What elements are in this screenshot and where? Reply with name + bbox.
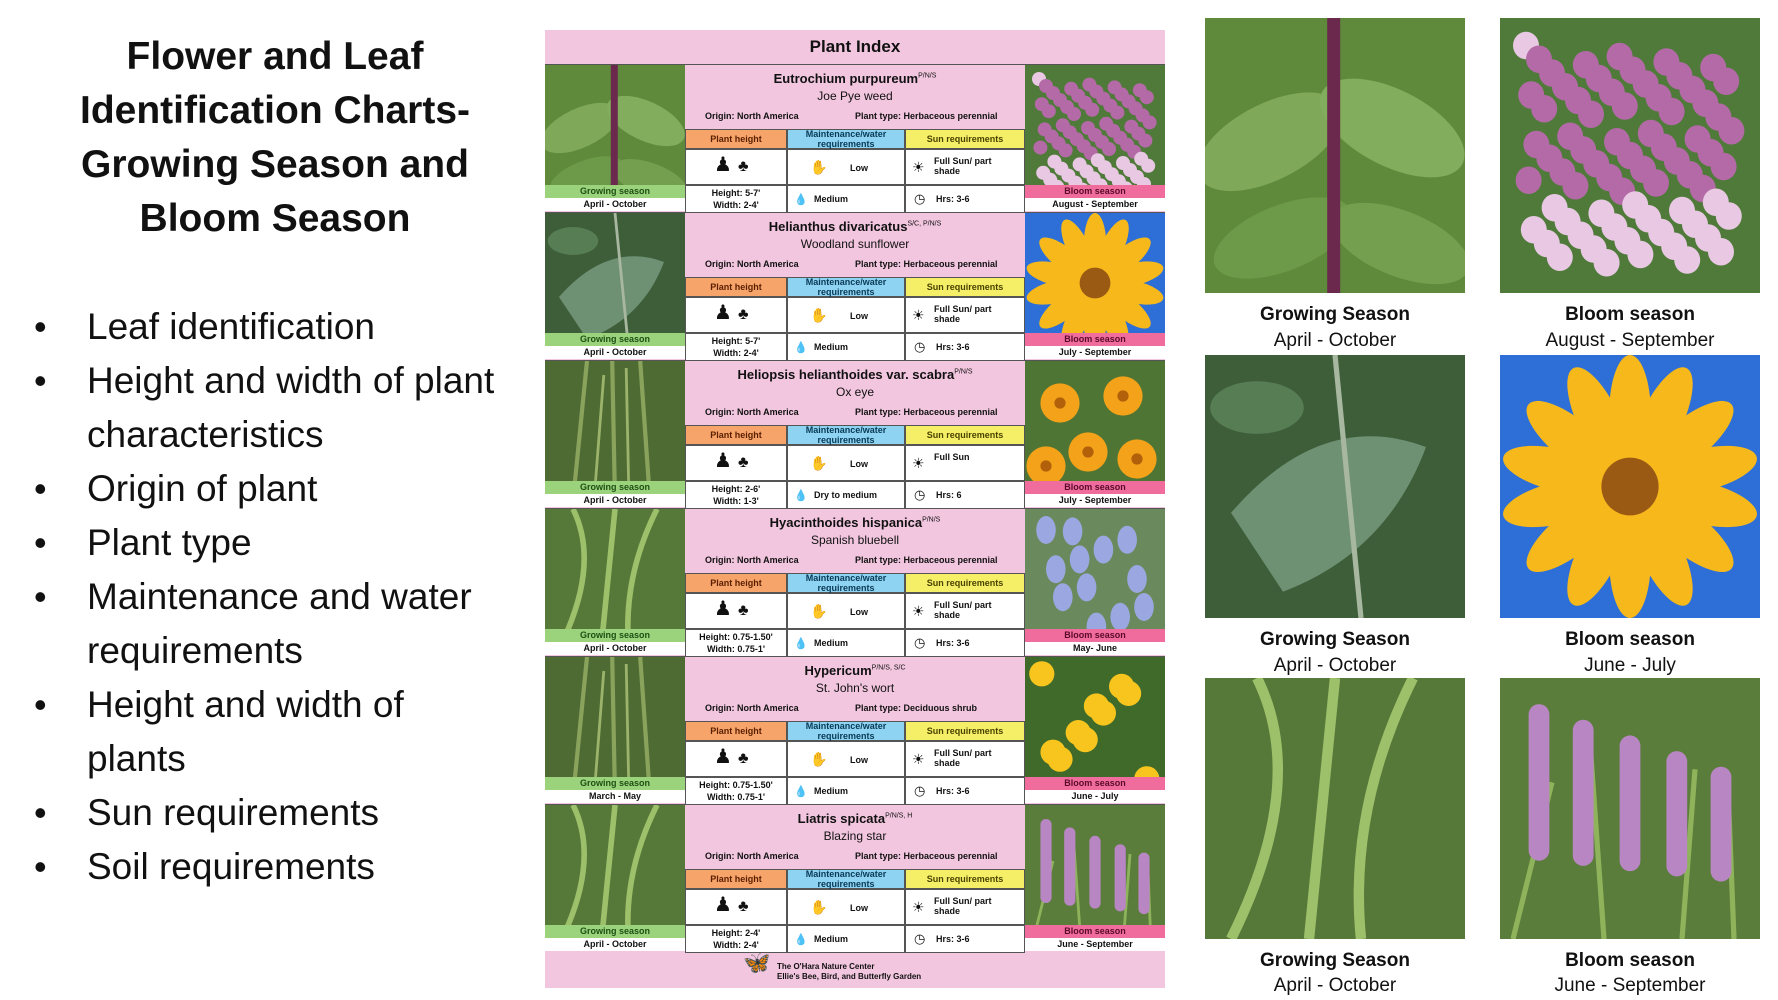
scientific-name <box>685 219 1025 234</box>
bloom-photo <box>1025 213 1165 333</box>
growing-season-label: Growing season <box>545 777 685 790</box>
category-codes: P/N/S <box>922 516 941 524</box>
plant-height-value: Height: 5-7' <box>711 336 761 346</box>
bullet-item: • Sun requirements <box>30 786 500 840</box>
plant-silhouette-icon: ♣ <box>738 454 749 471</box>
maintenance-header: Maintenance/water requirements <box>787 425 905 445</box>
scientific-name-text: Eutrochium purpureum <box>773 71 919 86</box>
bloom-photo <box>1500 678 1760 939</box>
leaf-photo <box>545 509 685 629</box>
water-requirement: Medium <box>814 638 849 648</box>
sun-header: Sun requirements <box>905 869 1025 889</box>
bloom-photo <box>1025 509 1165 629</box>
height-silhouette-cell <box>685 297 787 333</box>
maintenance-level: Low <box>850 311 868 321</box>
maintenance-header: Maintenance/water requirements <box>787 721 905 741</box>
sun-hours-cell <box>905 333 1025 361</box>
origin: Origin: North America <box>705 259 799 269</box>
plant-height-header: Plant height <box>685 573 787 593</box>
bullet-item: • Height and width of plant characteristics <box>30 354 500 462</box>
plant-type: Plant type: Herbaceous perennial <box>855 407 998 417</box>
water-requirement: Medium <box>814 342 849 352</box>
growing-season-value: March - May <box>545 790 685 803</box>
water-drop-icon: 💧 <box>794 194 808 206</box>
photo-caption-season: April - October <box>1273 330 1397 351</box>
plant-height-header: Plant height <box>685 425 787 445</box>
leaf-photo <box>1205 18 1465 293</box>
height-silhouette-cell <box>685 889 787 925</box>
growing-season-value: April - October <box>545 198 685 211</box>
bloom-season-value: June - September <box>1025 938 1165 951</box>
sun-cell <box>905 149 1025 185</box>
category-codes: P/N/S <box>954 368 973 376</box>
growing-season-value: April - October <box>545 346 685 359</box>
plant-height-value: Height: 0.75-1.50' <box>699 632 773 642</box>
gloves-icon: ✋ <box>810 751 828 767</box>
feature-bullet-list <box>30 300 500 894</box>
water-requirement: Medium <box>814 194 849 204</box>
scientific-name <box>685 71 1025 86</box>
growing-season-label: Growing season <box>545 481 685 494</box>
plant-info <box>685 805 1025 953</box>
category-codes: P/N/S, S/C <box>871 664 906 672</box>
plant-type: Plant type: Herbaceous perennial <box>855 555 998 565</box>
sun-requirement: Full Sun/ part shade <box>934 304 992 324</box>
sun-icon: ☀ <box>912 751 925 767</box>
bloom-season-value: May- June <box>1025 642 1165 655</box>
height-silhouette-cell <box>685 741 787 777</box>
category-codes: S/C, P/N/S <box>907 220 942 228</box>
bloom-photo <box>1025 65 1165 185</box>
gloves-icon: ✋ <box>810 159 828 175</box>
plant-silhouette-icon: ♣ <box>738 898 749 915</box>
sun-cell <box>905 445 1025 481</box>
sun-hours: Hrs: 3-6 <box>936 342 970 352</box>
sun-icon: ☀ <box>912 307 925 323</box>
gloves-icon: ✋ <box>810 307 828 323</box>
leaf-photo <box>545 65 685 185</box>
photo-caption-season: June - July <box>1584 655 1676 676</box>
leaf-photo <box>545 657 685 777</box>
plant-index-poster <box>545 30 1165 988</box>
water-drop-icon: 💧 <box>794 342 808 354</box>
sun-hours: Hrs: 3-6 <box>936 194 970 204</box>
origin: Origin: North America <box>705 555 799 565</box>
bullet-item: • Soil requirements <box>30 840 500 894</box>
title-line: Flower and Leaf <box>126 35 424 78</box>
sun-hours: Hrs: 6 <box>936 490 962 500</box>
sun-requirement: Full Sun/ part shade <box>934 748 992 768</box>
gloves-icon: ✋ <box>810 899 828 915</box>
sun-cell <box>905 593 1025 629</box>
sun-header: Sun requirements <box>905 277 1025 297</box>
sun-hours: Hrs: 3-6 <box>936 786 970 796</box>
poster-title: Plant Index <box>809 37 901 56</box>
category-codes: P/N/S, H <box>885 812 913 820</box>
maintenance-level: Low <box>850 163 868 173</box>
plant-height-value: Height: 5-7' <box>711 188 761 198</box>
maintenance-cell <box>787 889 905 925</box>
sun-cell <box>905 297 1025 333</box>
bloom-season-label: Bloom season <box>1025 629 1165 642</box>
plant-width-value: Width: 0.75-1' <box>706 792 766 802</box>
clock-icon: ◷ <box>914 783 926 798</box>
bloom-photo <box>1500 355 1760 618</box>
scientific-name-text: Heliopsis helianthoides var. scabra <box>737 367 955 382</box>
height-width-cell <box>685 185 787 213</box>
growing-season-value: April - October <box>545 642 685 655</box>
sun-hours: Hrs: 3-6 <box>936 638 970 648</box>
title-line: Identification Charts- <box>79 89 471 132</box>
bloom-season-label: Bloom season <box>1025 185 1165 198</box>
plant-width-value: Width: 2-4' <box>713 348 759 358</box>
poster-footer <box>545 952 1165 988</box>
sun-requirement: Full Sun/ part shade <box>934 156 992 176</box>
clock-icon: ◷ <box>914 487 926 502</box>
plant-type: Plant type: Herbaceous perennial <box>855 259 998 269</box>
photo-caption-title: Growing Season <box>1260 304 1410 325</box>
sun-hours: Hrs: 3-6 <box>936 934 970 944</box>
water-drop-icon: 💧 <box>794 638 808 650</box>
water-cell <box>787 925 905 953</box>
growing-season-label: Growing season <box>545 925 685 938</box>
plant-width-value: Width: 1-3' <box>713 496 759 506</box>
plant-info <box>685 509 1025 657</box>
growing-season-value: April - October <box>545 494 685 507</box>
bloom-season-value: August - September <box>1025 198 1165 211</box>
bloom-season-label: Bloom season <box>1025 481 1165 494</box>
photo-caption-season: August - September <box>1545 330 1715 351</box>
maintenance-level: Low <box>850 903 868 913</box>
plant-silhouette-icon: ♣ <box>738 750 749 767</box>
plant-type: Plant type: Herbaceous perennial <box>855 111 998 121</box>
maintenance-header: Maintenance/water requirements <box>787 277 905 297</box>
height-width-cell <box>685 333 787 361</box>
common-name: St. John's wort <box>815 681 895 695</box>
bloom-photo <box>1500 18 1760 293</box>
scientific-name-text: Helianthus divaricatus <box>768 219 908 234</box>
water-requirement: Medium <box>814 934 849 944</box>
sun-hours-cell <box>905 925 1025 953</box>
title-line: Bloom Season <box>139 197 411 240</box>
maintenance-header: Maintenance/water requirements <box>787 869 905 889</box>
height-silhouette-cell <box>685 149 787 185</box>
common-name: Woodland sunflower <box>800 237 910 251</box>
height-width-cell <box>685 481 787 509</box>
height-silhouette-cell <box>685 593 787 629</box>
plant-height-header: Plant height <box>685 869 787 889</box>
maintenance-header: Maintenance/water requirements <box>787 573 905 593</box>
common-name: Joe Pye weed <box>817 89 893 103</box>
maintenance-cell <box>787 445 905 481</box>
photo-caption-title: Bloom season <box>1565 950 1695 971</box>
plant-info <box>685 65 1025 213</box>
bloom-season-value: June - July <box>1025 790 1165 803</box>
bullet-item: • Plant type <box>30 516 500 570</box>
plant-width-value: Width: 0.75-1' <box>706 644 766 654</box>
footer-garden: Ellie's Bee, Bird, and Butterfly Garden <box>777 972 922 981</box>
footer-org: The O'Hara Nature Center <box>777 962 875 971</box>
scientific-name <box>685 811 1025 826</box>
plant-type: Plant type: Deciduous shrub <box>855 703 978 713</box>
clock-icon: ◷ <box>914 339 926 354</box>
growing-season-label: Growing season <box>545 629 685 642</box>
leaf-photo <box>545 213 685 333</box>
growing-season-label: Growing season <box>545 333 685 346</box>
bullet-item: • Height and width of plants <box>30 678 500 786</box>
leaf-photo <box>1205 678 1465 939</box>
bloom-season-label: Bloom season <box>1025 925 1165 938</box>
water-cell <box>787 629 905 657</box>
clock-icon: ◷ <box>914 191 926 206</box>
water-cell <box>787 185 905 213</box>
common-name: Ox eye <box>835 385 874 399</box>
bloom-photo <box>1025 805 1165 925</box>
sun-icon: ☀ <box>912 159 925 175</box>
sun-header: Sun requirements <box>905 129 1025 149</box>
height-width-cell <box>685 777 787 805</box>
water-cell <box>787 481 905 509</box>
origin: Origin: North America <box>705 407 799 417</box>
leaf-photo <box>545 361 685 481</box>
bullet-item: • Leaf identification <box>30 300 500 354</box>
sun-icon: ☀ <box>912 603 925 619</box>
sun-header: Sun requirements <box>905 573 1025 593</box>
bloom-season-label: Bloom season <box>1025 333 1165 346</box>
water-requirement: Dry to medium <box>814 490 878 500</box>
plant-row <box>545 360 1165 508</box>
maintenance-level: Low <box>850 607 868 617</box>
clock-icon: ◷ <box>914 635 926 650</box>
sun-icon: ☀ <box>912 899 925 915</box>
photo-caption-season: April - October <box>1273 655 1397 676</box>
maintenance-cell <box>787 297 905 333</box>
common-name: Blazing star <box>823 829 887 843</box>
height-width-cell <box>685 629 787 657</box>
scientific-name-text: Liatris spicata <box>797 811 886 826</box>
plant-width-value: Width: 2-4' <box>713 200 759 210</box>
maintenance-header: Maintenance/water requirements <box>787 129 905 149</box>
maintenance-cell <box>787 741 905 777</box>
sun-header: Sun requirements <box>905 721 1025 741</box>
photo-caption-title: Growing Season <box>1260 629 1410 650</box>
butterfly-logo-icon: 🦋 <box>743 950 771 975</box>
water-requirement: Medium <box>814 786 849 796</box>
common-name: Spanish bluebell <box>810 533 900 547</box>
bloom-season-value: July - September <box>1025 494 1165 507</box>
scientific-name-text: Hyacinthoides hispanica <box>769 515 923 530</box>
sun-hours-cell <box>905 777 1025 805</box>
sun-cell <box>905 889 1025 925</box>
growing-season-value: April - October <box>545 938 685 951</box>
gloves-icon: ✋ <box>810 603 828 619</box>
person-silhouette-icon: ♟ <box>714 746 732 768</box>
sun-hours-cell <box>905 629 1025 657</box>
plant-info <box>685 361 1025 509</box>
sun-requirement: Full Sun/ part shade <box>934 600 992 620</box>
sun-cell <box>905 741 1025 777</box>
scientific-name <box>685 663 1025 678</box>
sun-hours-cell <box>905 185 1025 213</box>
scientific-name <box>685 515 1025 530</box>
maintenance-level: Low <box>850 459 868 469</box>
origin: Origin: North America <box>705 703 799 713</box>
plant-width-value: Width: 2-4' <box>713 940 759 950</box>
plant-silhouette-icon: ♣ <box>738 158 749 175</box>
sun-requirement: Full Sun <box>934 452 970 462</box>
sun-requirement: Full Sun/ part shade <box>934 896 992 916</box>
photo-caption-title: Bloom season <box>1565 304 1695 325</box>
water-drop-icon: 💧 <box>794 934 808 946</box>
height-width-cell <box>685 925 787 953</box>
plant-row <box>545 64 1165 212</box>
plant-info <box>685 657 1025 805</box>
plant-height-value: Height: 0.75-1.50' <box>699 780 773 790</box>
plant-silhouette-icon: ♣ <box>738 306 749 323</box>
bullet-item: • Maintenance and water requirements <box>30 570 500 678</box>
bloom-photo <box>1025 657 1165 777</box>
photo-caption-season: April - October <box>1273 975 1397 996</box>
person-silhouette-icon: ♟ <box>714 598 732 620</box>
water-cell <box>787 777 905 805</box>
plant-height-value: Height: 2-4' <box>711 928 761 938</box>
plant-type: Plant type: Herbaceous perennial <box>855 851 998 861</box>
plant-height-header: Plant height <box>685 721 787 741</box>
slide-title <box>40 30 510 246</box>
person-silhouette-icon: ♟ <box>714 154 732 176</box>
photo-caption-title: Bloom season <box>1565 629 1695 650</box>
scientific-name-text: Hypericum <box>804 663 872 678</box>
photo-caption-season: June - September <box>1554 975 1706 996</box>
maintenance-cell <box>787 593 905 629</box>
plant-height-header: Plant height <box>685 129 787 149</box>
category-codes: P/N/S <box>918 72 937 80</box>
scientific-name <box>685 367 1025 382</box>
bloom-season-label: Bloom season <box>1025 777 1165 790</box>
plant-height-header: Plant height <box>685 277 787 297</box>
gloves-icon: ✋ <box>810 455 828 471</box>
sun-hours-cell <box>905 481 1025 509</box>
bullet-item: • Origin of plant <box>30 462 500 516</box>
bloom-season-value: July - September <box>1025 346 1165 359</box>
plant-silhouette-icon: ♣ <box>738 602 749 619</box>
photo-caption-title: Growing Season <box>1260 950 1410 971</box>
growing-season-label: Growing season <box>545 185 685 198</box>
sun-icon: ☀ <box>912 455 925 471</box>
clock-icon: ◷ <box>914 931 926 946</box>
plant-row <box>545 212 1165 360</box>
water-drop-icon: 💧 <box>794 786 808 798</box>
plant-row <box>545 804 1165 952</box>
water-cell <box>787 333 905 361</box>
person-silhouette-icon: ♟ <box>714 894 732 916</box>
water-drop-icon: 💧 <box>794 490 808 502</box>
height-silhouette-cell <box>685 445 787 481</box>
leaf-photo <box>1205 355 1465 618</box>
origin: Origin: North America <box>705 111 799 121</box>
plant-info <box>685 213 1025 361</box>
person-silhouette-icon: ♟ <box>714 450 732 472</box>
leaf-photo <box>545 805 685 925</box>
plant-row <box>545 508 1165 656</box>
person-silhouette-icon: ♟ <box>714 302 732 324</box>
maintenance-cell <box>787 149 905 185</box>
plant-height-value: Height: 2-6' <box>711 484 761 494</box>
title-line: Growing Season and <box>81 143 469 186</box>
bloom-photo <box>1025 361 1165 481</box>
origin: Origin: North America <box>705 851 799 861</box>
plant-row <box>545 656 1165 804</box>
maintenance-level: Low <box>850 755 868 765</box>
sun-header: Sun requirements <box>905 425 1025 445</box>
